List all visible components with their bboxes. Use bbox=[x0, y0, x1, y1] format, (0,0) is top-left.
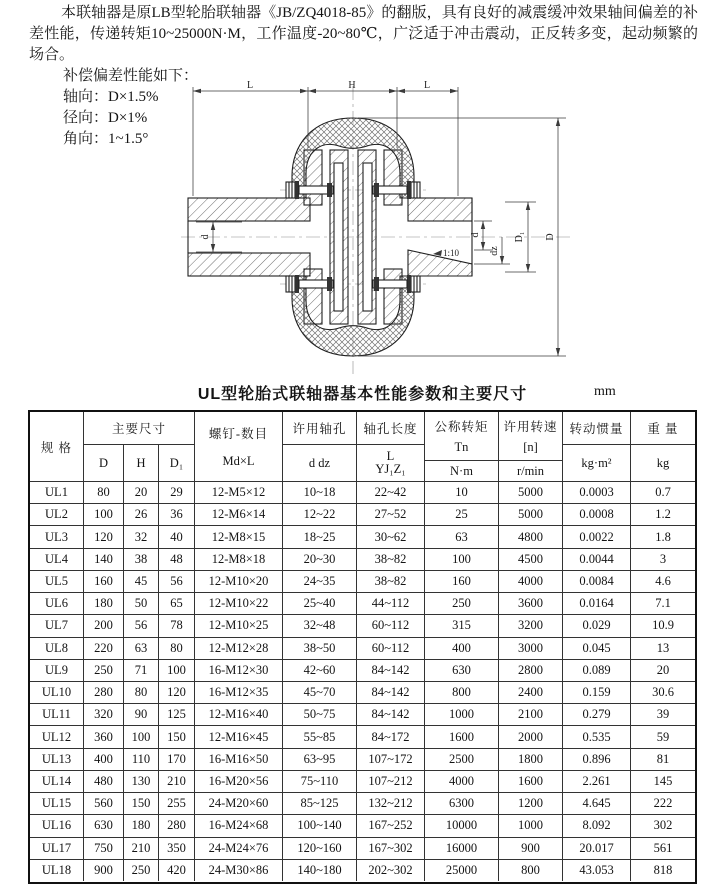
spec-cell: UL10 bbox=[30, 682, 84, 703]
table-cell: 145 bbox=[653, 773, 673, 788]
table-cell: 26 bbox=[124, 504, 159, 525]
table-cell: 4500 bbox=[499, 549, 563, 570]
table-cell: 400 bbox=[84, 749, 124, 770]
table-cell: 350 bbox=[159, 838, 195, 859]
table-cell: 20 bbox=[656, 662, 670, 677]
table-cell: 180 bbox=[84, 593, 124, 614]
table-cell: 16-M20×56 bbox=[195, 771, 283, 792]
table-cell: 2500 bbox=[425, 749, 499, 770]
table-cell: 50 bbox=[124, 593, 159, 614]
table-title: UL型轮胎式联轴器基本性能参数和主要尺寸 bbox=[197, 386, 528, 403]
table-cell: 480 bbox=[84, 771, 124, 792]
table-cell: 1600 bbox=[499, 771, 563, 792]
coupling-section-drawing bbox=[175, 80, 615, 380]
table-cell: 3 bbox=[659, 551, 667, 566]
table-cell: 24-M20×60 bbox=[195, 793, 283, 814]
spec-cell: UL2 bbox=[30, 504, 84, 525]
header-spec bbox=[30, 412, 84, 481]
table-caption bbox=[28, 381, 697, 405]
table-cell: 12-M8×18 bbox=[195, 549, 283, 570]
table-cell: 60~112 bbox=[357, 615, 425, 636]
table-row bbox=[30, 637, 695, 659]
compensation-heading: 补偿偏差性能如下： bbox=[63, 68, 199, 84]
table-row bbox=[30, 525, 695, 547]
table-cell: 167~252 bbox=[357, 815, 425, 836]
dim-label-l-right: L bbox=[423, 80, 431, 91]
table-cell: 30~62 bbox=[357, 526, 425, 547]
table-cell: 200 bbox=[84, 615, 124, 636]
header-d1-label: D₁ bbox=[169, 455, 184, 470]
table-cell: 10000 bbox=[425, 815, 499, 836]
table-cell: 30.6 bbox=[652, 685, 674, 700]
dim-label-d-left: d bbox=[200, 234, 211, 240]
header-main-dims-label: 主要尺寸 bbox=[111, 422, 166, 436]
radial-spec: 径向：D×1% bbox=[63, 110, 148, 126]
table-cell: 0.0084 bbox=[563, 571, 631, 592]
table-cell: 5000 bbox=[499, 482, 563, 503]
table-cell: 7.1 bbox=[655, 596, 671, 611]
table-cell: 140~180 bbox=[283, 860, 357, 881]
table-cell: 180 bbox=[124, 815, 159, 836]
header-screws-label: 螺钉-数目 bbox=[208, 427, 269, 441]
table-cell: 120 bbox=[159, 682, 195, 703]
table-cell: 1600 bbox=[425, 726, 499, 747]
spec-cell: UL17 bbox=[30, 838, 84, 859]
taper-label: 1:10 bbox=[443, 248, 460, 258]
table-cell: 45~70 bbox=[283, 682, 357, 703]
spec-cell: UL4 bbox=[30, 549, 84, 570]
table-cell: 1800 bbox=[499, 749, 563, 770]
table-cell: 0.0003 bbox=[563, 482, 631, 503]
table-cell: 130 bbox=[124, 771, 159, 792]
table-row bbox=[30, 837, 695, 859]
spec-cell: UL3 bbox=[30, 526, 84, 547]
header-torque-label: 公称转矩 bbox=[434, 420, 489, 434]
dim-label-h: H bbox=[348, 80, 356, 91]
table-cell: 1.8 bbox=[655, 529, 671, 544]
table-cell: 16000 bbox=[425, 838, 499, 859]
table-cell: 12~22 bbox=[283, 504, 357, 525]
table-cell: 0.045 bbox=[563, 638, 631, 659]
table-cell: 0.7 bbox=[655, 485, 671, 500]
table-cell: 3000 bbox=[499, 638, 563, 659]
table-cell: 12-M16×45 bbox=[195, 726, 283, 747]
table-cell: 220 bbox=[84, 638, 124, 659]
table-cell: 125 bbox=[159, 704, 195, 725]
table-cell: 59 bbox=[656, 729, 670, 744]
table-cell: 140 bbox=[84, 549, 124, 570]
table-row bbox=[30, 814, 695, 836]
table-unit: mm bbox=[594, 384, 616, 399]
table-cell: 32~48 bbox=[283, 615, 357, 636]
table-cell: 25 bbox=[425, 504, 499, 525]
table-cell: 38~82 bbox=[357, 549, 425, 570]
header-torque-unit: N·m bbox=[450, 463, 473, 478]
table-cell: 2800 bbox=[499, 660, 563, 681]
parameters-table bbox=[28, 410, 697, 884]
table-cell: 280 bbox=[84, 682, 124, 703]
table-row bbox=[30, 503, 695, 525]
spec-cell: UL5 bbox=[30, 571, 84, 592]
table-row bbox=[30, 592, 695, 614]
table-cell: 210 bbox=[124, 838, 159, 859]
header-inertia-unit: kg·m² bbox=[581, 455, 612, 470]
header-screws bbox=[195, 412, 283, 481]
table-cell: 150 bbox=[124, 793, 159, 814]
dim-label-d-right: d bbox=[470, 232, 481, 238]
table-cell: 38~50 bbox=[283, 638, 357, 659]
table-cell: 250 bbox=[124, 860, 159, 881]
table-cell: 20~30 bbox=[283, 549, 357, 570]
table-row bbox=[30, 859, 695, 881]
table-cell: 32 bbox=[124, 526, 159, 547]
table-cell: 250 bbox=[425, 593, 499, 614]
table-row bbox=[30, 703, 695, 725]
header-speed-unit: r/min bbox=[516, 463, 545, 478]
table-cell: 2.261 bbox=[563, 771, 631, 792]
table-cell: 202~302 bbox=[357, 860, 425, 881]
table-cell: 80 bbox=[84, 482, 124, 503]
table-row bbox=[30, 614, 695, 636]
table-cell: 18~25 bbox=[283, 526, 357, 547]
table-cell: 900 bbox=[499, 838, 563, 859]
angular-spec: 角向：1~1.5° bbox=[63, 131, 149, 147]
table-cell: 20.017 bbox=[563, 838, 631, 859]
table-cell: 25000 bbox=[425, 860, 499, 881]
table-cell: 5000 bbox=[499, 504, 563, 525]
table-cell: 80 bbox=[159, 638, 195, 659]
table-cell: 560 bbox=[84, 793, 124, 814]
table-row bbox=[30, 792, 695, 814]
spec-cell: UL1 bbox=[30, 482, 84, 503]
header-weight bbox=[631, 412, 695, 481]
table-row bbox=[30, 748, 695, 770]
table-cell: 71 bbox=[124, 660, 159, 681]
table-cell: 16-M24×68 bbox=[195, 815, 283, 836]
table-cell: 100~140 bbox=[283, 815, 357, 836]
table-cell: 16-M12×30 bbox=[195, 660, 283, 681]
table-cell: 4000 bbox=[499, 571, 563, 592]
header-bore-sub: d dz bbox=[308, 455, 331, 470]
table-cell: 50~75 bbox=[283, 704, 357, 725]
header-inertia bbox=[563, 412, 631, 481]
table-cell: 132~212 bbox=[357, 793, 425, 814]
table-cell: 85~125 bbox=[283, 793, 357, 814]
spec-cell: UL13 bbox=[30, 749, 84, 770]
table-cell: 48 bbox=[159, 549, 195, 570]
table-cell: 2400 bbox=[499, 682, 563, 703]
table-cell: 100 bbox=[84, 504, 124, 525]
table-cell: 60~112 bbox=[357, 638, 425, 659]
table-cell: 38~82 bbox=[357, 571, 425, 592]
header-screws-sub: Md×L bbox=[222, 454, 255, 468]
table-cell: 38 bbox=[124, 549, 159, 570]
header-bore-label: 许用轴孔 bbox=[292, 422, 347, 436]
table-row bbox=[30, 725, 695, 747]
table-cell: 1.2 bbox=[655, 507, 671, 522]
table-cell: 0.089 bbox=[563, 660, 631, 681]
table-cell: 0.0008 bbox=[563, 504, 631, 525]
table-cell: 2100 bbox=[499, 704, 563, 725]
table-cell: 75~110 bbox=[283, 771, 357, 792]
table-cell: 0.0044 bbox=[563, 549, 631, 570]
header-bore-length bbox=[357, 412, 425, 481]
table-cell: 10.9 bbox=[652, 618, 674, 633]
table-cell: 400 bbox=[425, 638, 499, 659]
table-cell: 0.535 bbox=[563, 726, 631, 747]
dim-label-dz: dz bbox=[489, 246, 500, 256]
table-cell: 12-M8×15 bbox=[195, 526, 283, 547]
table-cell: 2000 bbox=[499, 726, 563, 747]
table-cell: 160 bbox=[425, 571, 499, 592]
table-cell: 84~142 bbox=[357, 660, 425, 681]
table-cell: 3200 bbox=[499, 615, 563, 636]
table-cell: 63 bbox=[124, 638, 159, 659]
dim-label-d-outer: D bbox=[545, 233, 556, 241]
table-cell: 107~172 bbox=[357, 749, 425, 770]
table-cell: 0.159 bbox=[563, 682, 631, 703]
spec-cell: UL6 bbox=[30, 593, 84, 614]
table-cell: 16-M16×50 bbox=[195, 749, 283, 770]
spec-cell: UL18 bbox=[30, 860, 84, 881]
dim-label-d1: D₁ bbox=[514, 231, 525, 243]
table-cell: 12-M16×40 bbox=[195, 704, 283, 725]
table-cell: 4.6 bbox=[655, 573, 671, 588]
table-cell: 107~212 bbox=[357, 771, 425, 792]
table-cell: 12-M5×12 bbox=[195, 482, 283, 503]
header-speed-label: 许用转速 bbox=[503, 420, 558, 434]
table-cell: 280 bbox=[159, 815, 195, 836]
table-body bbox=[30, 482, 695, 881]
header-bore-length-sub2: YJ₁Z₁ bbox=[375, 462, 406, 476]
table-cell: 12-M10×22 bbox=[195, 593, 283, 614]
table-cell: 24~35 bbox=[283, 571, 357, 592]
table-cell: 420 bbox=[159, 860, 195, 881]
table-cell: 110 bbox=[124, 749, 159, 770]
table-cell: 81 bbox=[656, 751, 670, 766]
spec-cell: UL11 bbox=[30, 704, 84, 725]
table-cell: 12-M10×20 bbox=[195, 571, 283, 592]
table-cell: 44~112 bbox=[357, 593, 425, 614]
table-row bbox=[30, 482, 695, 503]
spec-cell: UL8 bbox=[30, 638, 84, 659]
table-row bbox=[30, 570, 695, 592]
spec-cell: UL9 bbox=[30, 660, 84, 681]
table-cell: 160 bbox=[84, 571, 124, 592]
spec-cell: UL16 bbox=[30, 815, 84, 836]
table-cell: 55~85 bbox=[283, 726, 357, 747]
spec-cell: UL12 bbox=[30, 726, 84, 747]
table-cell: 630 bbox=[84, 815, 124, 836]
table-cell: 29 bbox=[159, 482, 195, 503]
table-cell: 302 bbox=[653, 818, 673, 833]
table-cell: 900 bbox=[84, 860, 124, 881]
table-cell: 84~142 bbox=[357, 682, 425, 703]
table-cell: 800 bbox=[499, 860, 563, 881]
table-cell: 1200 bbox=[499, 793, 563, 814]
table-cell: 56 bbox=[124, 615, 159, 636]
table-cell: 750 bbox=[84, 838, 124, 859]
table-cell: 1000 bbox=[499, 815, 563, 836]
dimension-dz bbox=[489, 237, 504, 264]
table-row bbox=[30, 548, 695, 570]
header-torque-symbol: Tn bbox=[454, 440, 469, 454]
table-cell: 63~95 bbox=[283, 749, 357, 770]
table-cell: 150 bbox=[159, 726, 195, 747]
header-bore-length-sub1: L bbox=[386, 449, 395, 463]
header-bore bbox=[283, 412, 357, 481]
table-cell: 16-M12×35 bbox=[195, 682, 283, 703]
dim-label-l-left: L bbox=[246, 80, 254, 91]
table-cell: 25~40 bbox=[283, 593, 357, 614]
table-cell: 10~18 bbox=[283, 482, 357, 503]
table-cell: 63 bbox=[425, 526, 499, 547]
axial-spec: 轴向：D×1.5% bbox=[63, 89, 159, 105]
table-cell: 36 bbox=[159, 504, 195, 525]
spec-cell: UL14 bbox=[30, 771, 84, 792]
table-cell: 4.645 bbox=[563, 793, 631, 814]
table-cell: 800 bbox=[425, 682, 499, 703]
table-cell: 100 bbox=[425, 549, 499, 570]
table-cell: 120~160 bbox=[283, 838, 357, 859]
table-row bbox=[30, 681, 695, 703]
table-cell: 3600 bbox=[499, 593, 563, 614]
table-cell: 12-M6×14 bbox=[195, 504, 283, 525]
table-cell: 0.279 bbox=[563, 704, 631, 725]
table-cell: 40 bbox=[159, 526, 195, 547]
table-cell: 24-M30×86 bbox=[195, 860, 283, 881]
table-cell: 84~142 bbox=[357, 704, 425, 725]
table-cell: 561 bbox=[653, 840, 673, 855]
table-cell: 80 bbox=[124, 682, 159, 703]
table-cell: 120 bbox=[84, 526, 124, 547]
table-cell: 360 bbox=[84, 726, 124, 747]
header-inertia-label: 转动惯量 bbox=[569, 422, 624, 436]
table-cell: 255 bbox=[159, 793, 195, 814]
table-cell: 43.053 bbox=[563, 860, 631, 881]
table-cell: 24-M24×76 bbox=[195, 838, 283, 859]
spec-cell: UL7 bbox=[30, 615, 84, 636]
table-cell: 315 bbox=[425, 615, 499, 636]
header-spec-label: 规 格 bbox=[40, 440, 73, 455]
table-cell: 250 bbox=[84, 660, 124, 681]
table-cell: 42~60 bbox=[283, 660, 357, 681]
header-speed-symbol: [n] bbox=[523, 440, 538, 454]
table-cell: 45 bbox=[124, 571, 159, 592]
table-row bbox=[30, 770, 695, 792]
table-cell: 0.029 bbox=[563, 615, 631, 636]
table-cell: 0.0164 bbox=[563, 593, 631, 614]
header-weight-unit: kg bbox=[656, 455, 670, 470]
table-cell: 0.896 bbox=[563, 749, 631, 770]
spec-cell: UL15 bbox=[30, 793, 84, 814]
table-cell: 167~302 bbox=[357, 838, 425, 859]
header-weight-label: 重 量 bbox=[647, 422, 679, 436]
table-cell: 818 bbox=[653, 862, 673, 877]
table-cell: 90 bbox=[124, 704, 159, 725]
table-cell: 630 bbox=[425, 660, 499, 681]
table-cell: 12-M12×28 bbox=[195, 638, 283, 659]
table-cell: 100 bbox=[124, 726, 159, 747]
table-cell: 4800 bbox=[499, 526, 563, 547]
table-cell: 10 bbox=[425, 482, 499, 503]
table-cell: 22~42 bbox=[357, 482, 425, 503]
table-cell: 6300 bbox=[425, 793, 499, 814]
table-cell: 27~52 bbox=[357, 504, 425, 525]
table-cell: 222 bbox=[653, 796, 673, 811]
table-cell: 210 bbox=[159, 771, 195, 792]
table-cell: 8.092 bbox=[563, 815, 631, 836]
header-torque bbox=[425, 412, 499, 481]
table-row bbox=[30, 659, 695, 681]
table-cell: 78 bbox=[159, 615, 195, 636]
table-cell: 320 bbox=[84, 704, 124, 725]
table-cell: 12-M10×25 bbox=[195, 615, 283, 636]
table-header bbox=[30, 412, 695, 482]
table-cell: 65 bbox=[159, 593, 195, 614]
header-h-label: H bbox=[136, 455, 146, 470]
header-d-label: D bbox=[98, 455, 109, 470]
table-cell: 56 bbox=[159, 571, 195, 592]
table-cell: 20 bbox=[124, 482, 159, 503]
header-bore-length-label: 轴孔长度 bbox=[363, 422, 418, 436]
table-cell: 100 bbox=[159, 660, 195, 681]
table-cell: 13 bbox=[656, 640, 670, 655]
table-cell: 1000 bbox=[425, 704, 499, 725]
table-cell: 39 bbox=[656, 707, 670, 722]
header-speed bbox=[499, 412, 563, 481]
table-cell: 4000 bbox=[425, 771, 499, 792]
table-cell: 170 bbox=[159, 749, 195, 770]
header-main-dims bbox=[84, 412, 195, 481]
intro-paragraph: 本联轴器是原LB型轮胎联轴器《JB/ZQ4018-85》的翻版，具有良好的减震缓冲效果轴间偏差的补差性能，传递转矩10~25000N·M，工作温度-20~80℃，广泛适于冲击震动，正反转多变，起动频繁的场合。 bbox=[29, 5, 698, 63]
table-cell: 0.0022 bbox=[563, 526, 631, 547]
table-cell: 84~172 bbox=[357, 726, 425, 747]
